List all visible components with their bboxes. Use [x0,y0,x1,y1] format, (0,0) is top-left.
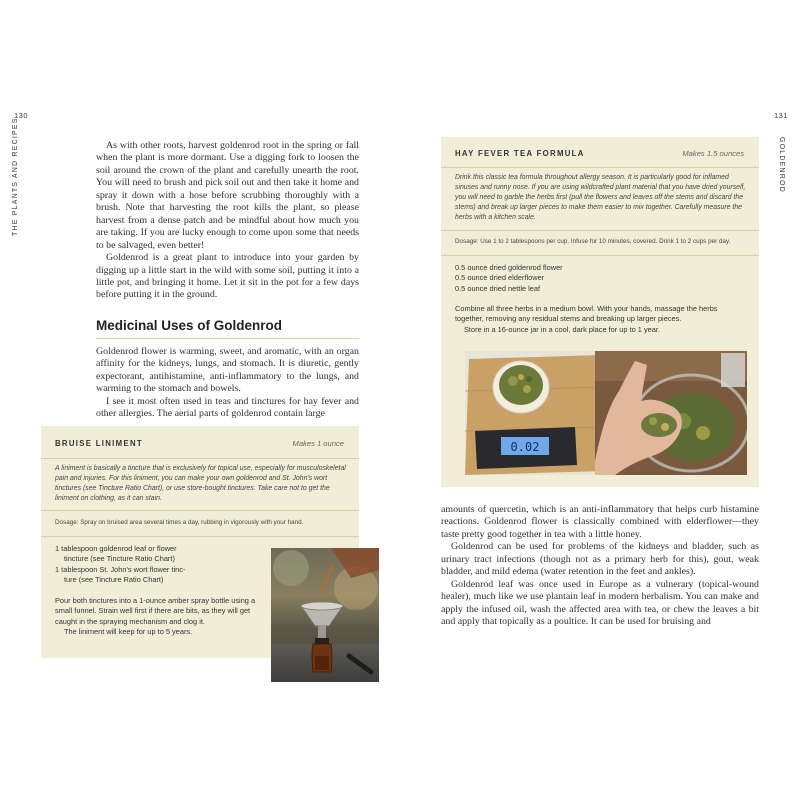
recipe-yield: Makes 1.5 ounces [682,149,744,158]
recipe-title: HAY FEVER TEA FORMULA [455,149,585,158]
recipe-step: The liniment will keep for up to 5 years. [64,626,193,636]
photo-pouring-tincture [271,548,379,682]
ingredient-item: 0.5 ounce dried goldenrod flower [455,263,563,272]
recipe-rule [441,255,759,256]
body-paragraph: As with other roots, harvest goldenrod root in the spring or fall when the plant is more dormant. Use a digging fork to loosen the soil around the crown of the plant and carefully unearth the root. You will need to brush and pick soil out and then take it home and spray it down with a hose before scrubbing thoroughly with a brush. Note that harvesting the root kills the plant, so please harvest from a dense patch and be mindful about how much you are taking. If you are lucky enough to come upon some that needs to be salvaged, even better! [96,140,359,251]
body-paragraph: amounts of quercetin, which is an anti-inflammatory that helps curb histamine reactions. Goldenrod flower is classically combined with elderflower—they taste pretty good together in tea with a little honey. [441,504,759,540]
recipe-intro: Drink this classic tea formula throughout allergy season. It is particularly good for inflamed sinuses and runny nose. If you are using wildcrafted plant material that you have dried yourself, you will need to garble the herbs first (pull the flowers and leaves off the stems and discard the stems) and break up larger pieces to make them easier to mix together. Carefully measure the herbs with a kitchen scale. [455,174,746,221]
ingredient-item: 1 tablespoon St. John's wort flower tinc- ture (see Tincture Ratio Chart) [55,564,186,584]
recipe-title: BRUISE LINIMENT [55,439,143,448]
recipe-rule [41,536,359,537]
recipe-intro: A liniment is basically a tincture that is exclusively for topical use, especially for musculoskeletal pain and injuries. For this liniment, you can make your own goldenrod and St. John's wort tinctures (see Tincture Ratio Chart), or use store-bought tinctures. Take care not to get the liniment on clothing, as it can stain. [55,465,346,502]
photo-hand-mixing-herbs [595,351,747,475]
left-page-number: 130 [14,111,29,120]
body-paragraph: Goldenrod leaf was once used in Europe as a vulnerary (topical-wound healer), much like we use plantain leaf in modern herbalism. You can make and apply the infused oil, wash the affected area with tea, or chew the leaves a bit and apply that topically as a poultice. It can be used for bruising and [441,578,759,628]
recipe-dosage: Dosage: Spray on bruised area several times a day, rubbing in vigorously with your hand. [55,519,304,526]
right-body-text [441,504,759,629]
ingredient-item: 0.5 ounce dried nettle leaf [455,283,541,293]
ingredient-list [55,544,265,585]
section-title-rule [96,338,359,339]
scale-display-reading: 0.02 [510,440,540,454]
right-running-head: GOLDENROD [778,137,785,193]
recipe-step: Combine all three herbs in a medium bowl. With your hands, massage the herbs together, removing any residual stems and breaking up larger pieces. [455,304,718,324]
section-title: Medicinal Uses of Goldenrod [96,318,283,333]
recipe-rule [41,458,359,459]
left-running-head: THE PLANTS AND RECIPES [12,117,19,236]
photo-herbs-on-scale [465,351,606,475]
body-paragraph: Goldenrod can be used for problems of the kidneys and bladder, such as urinary tract infections (though not as a primary herb for this), gout, weak bladder, and mild edema (water retention in the feet and ankles). [441,541,759,578]
ingredient-item: 1 tablespoon goldenrod leaf or flower tincture (see Tincture Ratio Chart) [55,544,177,564]
right-page-number: 131 [774,111,789,120]
recipe-yield: Makes 1 ounce [292,439,344,448]
recipe-rule [41,510,359,511]
recipe-rule [441,167,759,168]
hay-fever-recipe-box [441,137,759,487]
left-intro-text [96,140,359,302]
recipe-steps [55,596,265,637]
recipe-steps [455,304,747,335]
body-paragraph: I see it most often used in teas and tinctures for hay fever and other allergies. The aerial parts of goldenrod contain large [96,395,359,420]
recipe-dosage: Dosage: Use 1 to 2 tablespoons per cup. Infuse for 10 minutes, covered. Drink 1 to 2 cups per day. [455,238,731,245]
ingredient-list [455,263,745,294]
left-section-text [96,346,359,421]
body-paragraph: Goldenrod flower is warming, sweet, and aromatic, with an organ affinity for the kidneys, lungs, and stomach. It is diuretic, gently expectorant, antihistamine, anti-inflammatory to the lungs, and warming to the stomach and bowels. [96,346,359,395]
recipe-step: Store in a 16-ounce jar in a cool, dark place for up to 1 year. [464,324,660,334]
recipe-rule [441,230,759,231]
ingredient-item: 0.5 ounce dried elderflower [455,273,545,283]
recipe-step: Pour both tinctures into a 1-ounce amber spray bottle using a small funnel. Strain well first if there are bits, as they will get caught in the spraying mechanism and clog it. [55,596,256,626]
body-paragraph: Goldenrod is a great plant to introduce into your garden by digging up a little start in the wild with some soil, putting it into a little pot, and bringing it home. Let it sit in the pot for a few days before putting it in the ground. [96,252,359,301]
